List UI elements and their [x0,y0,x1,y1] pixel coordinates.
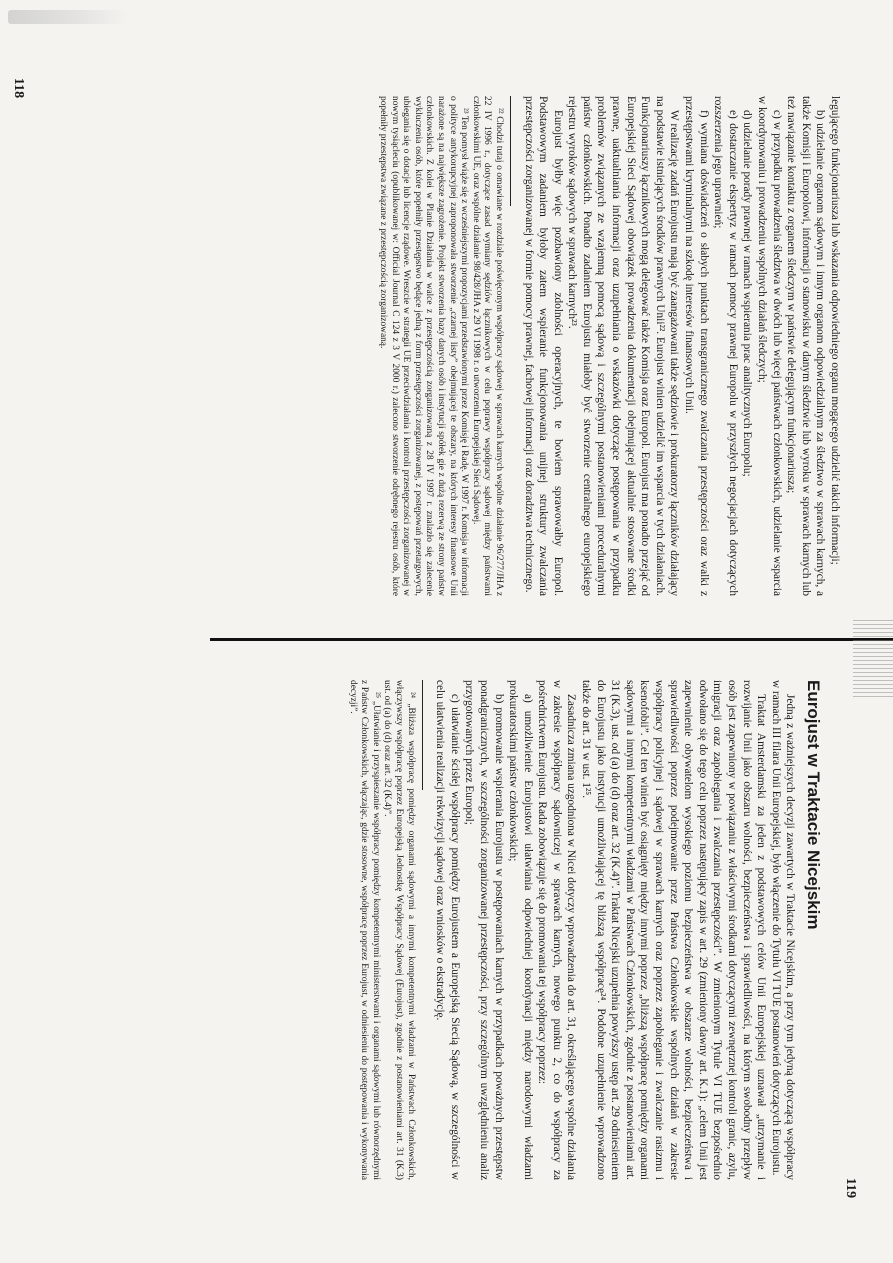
footnote: ²⁵ „Ułatwianie i przyspieszanie współpracy pomiędzy kompetentnymi ministerstwami i organami sądowymi lub równorzędnymi z Państw Członkowskich, włączając, gdzie stosowne, współpracę poprzez Eurojust, w odniesieniu do postępowania i wykonywania decyzji”. [347,680,381,1180]
paragraph: b) promowanie wspierania Eurojustu w postępowaniach karnych w przypadkach poważnych przestępstw ponadgranicznych, w szczególności zorganizowanej przestępczości, przy szczególnym uwzględnieniu analiz przygotowanych przez Europol; [463,680,505,1180]
paragraph: Jedną z ważniejszych decyzji zawartych w Traktacie Nicejskim, a przy tym jedyną dotyczącą współpracy w ramach III filara Unii Europejskiej, było włączenie do Tytułu VI TUE postanowień dotyczących Eurojustu. [769,680,797,1180]
page-divider [210,638,893,641]
right-page [346,680,823,1180]
right-page-body [433,680,798,1180]
paragraph: a) umożliwienie Eurojustowi ułatwiania odpowiedniej koordynacji między narodowymi władzami prokuratorskimi państw członkowskich; [507,680,534,1180]
footnote: ²³ Ten pomysł wiąże się z wcześniejszymi propozycjami przedstawionymi przez Komisję i Radę. W 1997 r. Komisja w informacji o polityce antykorupcyjnej zaproponowała stworzenie „czarnej listy” obejmującej te obszary, na których interesy finansowe Unii narażone są na największe zagrożenie. Projekt stworzenia bazy danych osób i instytucji spółek gie z dużą rezerwą ze strony państw członkowskich. Z kolei w Planie Działania w walce z przestępczością zorganizowaną z 28 IV 1997 r. znalazło się zalecenie wykluczenia osób, które popełniły przestępstwo będące jedną z form przestępczości zorganizowanej, z postępowań przetargowych, ubiegania się o dotacje lub licencje rządowe. Wreszcie w strategii UE przeciwdziałania i kontroli przestępczości zorganizowanej w nowym tysiącleciu (opublikowanej w: Official Journal C 124 z 3 V 2000 r.) zalecono stworzenie odrębnego rejestru osób, które popełniły przestępstwa związane z przestępczością zorganizowaną. [378,96,470,596]
page-number-right: 119 [843,1177,859,1199]
paragraph: Eurojust byłby więc pozbawiony zdolności operacyjnych, te bowiem sprawowałby Europol. Podstawowym zadaniem byłoby zatem wspieranie funkcjonowania unijnej struktury zwalczania przestępczości zorganizowanej w formie pomocy prawnej, fachowej informacji oraz doradztwa technicznego. [522,96,564,596]
footnote: ²² Chodzi tutaj o omawiane w rozdziale poświęconym współpracy sądowej w sprawach karnych wspólne działanie 96/277/JHA z 22 IV 1996 r., dotyczące zasad wymiany sędziów łącznikowych w celu poprawy współpracy sądowej między państwami członkowskimi UE, oraz wspólne działanie 98/428/JHA z 29 VI 1998 r. o utworzeniu Europejskiej Sieci Sądowej. [470,96,504,596]
paragraph: legującego funkcjonariusza lub wskazania odpowiedniego organu mogącego udzielić takich informacji; [829,96,841,565]
scan-smudge [8,10,128,24]
paragraph: Traktat Amsterdamski za jeden z podstawowych celów Unii Europejskiej uznawał „utrzymanie i rozwijanie Unii jako obszaru wolności, bezpieczeństwa i sprawiedliwości, na którym swobodny przepływ osób jest zapewniony w powiązaniu z właściwymi środkami dotyczącymi zewnętrznej kontroli granic, azylu, imigracji oraz zapobiegania i zwalczania przestępczości”. W zmienionym Tytule VI TUE bezpośrednio odwołano się do tego celu poprzez następujący zapis w art. 29 (zmieniony dawny art. K.1): „celem Unii jest zapewnienie obywatelom wysokiego poziomu bezpieczeństwa w obszarze wolności, bezpieczeństwa i sprawiedliwości poprzez podejmowanie przez Państwa Członkowskie wspólnych działań w zakresie współpracy policyjnej i sądowej w sprawach karnych oraz poprzez zapobieganie i zwalczanie rasizmu i ksenofobii”. Cel ten winien być osiągnięty między innymi poprzez „bliższą współpracę pomiędzy organami sądowymi a innymi kompetentnymi władzami w Państwach Członkowskich, zgodnie z postanowieniami art. 31 (K.3), ust. od (a) do (d) oraz art. 32 (K.4)”. Traktat Nicejski uzupełnia powyższy ustęp art. 29 odniesieniem do Eurojustu jako instytucji umożliwiającej tę bliższą współpracę²⁴. Podobne uzupełnienie wprowadzono także do art. 31 w ust. 1²⁵. [580,680,768,1180]
paragraph: c) ułatwianie ścisłej współpracy pomiędzy Eurojustem a Europejską Siecią Sądową, w szczególności w celu ułatwienia realizacji rekwizycji sądowej oraz wniosków o ekstradycję. [434,680,461,1180]
section-heading: Eurojust w Traktacie Nicejskim [804,680,823,930]
paragraph: b) udzielanie organom sądowym i innym organom odpowiedzialnym za śledztwo w sprawach karnych, a także Komisji i Europolowi, informacji o stanowisku w danym śledztwie lub wyroku w sprawach karnych lub też nawiązanie kontaktu z organem śledczym w państwie delegującym funkcjonariusza; [785,96,827,596]
paragraph: W realizację zadań Eurojustu mają być zaangażowani także sędziowie i prokuratorzy łączników działający na podstawie istniejących środków prawnych Unii²². Eurojust winien udzielić im wsparcia w tych działaniach. Funkcjonariuszy łącznikowych mogą delegować także Komisja oraz Europol. Eurojust ma ponadto przejąć od Europejskiej Sieci Sądowej obowiązek prowadzenia dokumentacji obejmującej aktualnie stosowane środki prawne, uaktualniania informacji oraz uzupełniania o wskazówki dotyczące postępowania w przypadku problemów związanych ze wzajemną pomocą sądową i szczególnymi postanowieniami proceduralnymi państw członkowskich. Ponadto zadaniem Eurojustu miałoby być stworzenie centralnego europejskiego rejestru wyroków sądowych w sprawach karnych²³. [566,96,681,596]
paragraph: Zasadnicza zmiana uzgodniona w Nicei dotyczy wprowadzenia do art. 31, określającego wspólne działania w zakresie współpracy sądowniczej w sprawach karnych, nowego punktu 2, co do współpracy za pośrednictwem Eurojustu. Rada zobowiązuje się do promowania tej współpracy poprzez: [536,680,578,1180]
paragraph: f) wymiana doświadczeń o słabych punktach transgranicznego zwalczania przestępczości oraz walki z przestępstwami kryminalnymi na szkodę interesów finansowych Unii. [683,96,710,596]
footnote: ²⁴ „Bliższa współpracę pomiędzy organami sądowymi a innymi kompetentnymi władzami w Państwach Członkowskich, włączywszy współpracę poprzez Europejską Jednostkę Współpracy Sądowej (Eurojust), zgodnie z postanowieniami art. 31 (K.3) ust. od (a) do (d) oraz art. 32 (K.4)”. [382,680,416,1180]
paragraph: d) udzielanie porady prawnej w ramach wspierania prac analitycznych Europolu; [741,110,754,477]
binding-edge [853,620,893,700]
page-number-left: 118 [11,77,27,99]
footnote-rule [422,680,423,790]
left-page-body [521,96,842,596]
paragraph: e) dostarczanie ekspertyz w ramach pomocy prawnej Europolu w przyszłych negocjacjach dotyczących rozszerzenia jego uprawnień; [712,96,739,596]
paragraph: c) w przypadku prowadzenia śledztwa w dwóch lub więcej państwach członkowskich, udzielanie wsparcia w koordynowaniu i prowadzeniu wspólnych działań śledczych; [756,96,783,596]
footnotes [376,96,504,596]
left-page [376,96,842,596]
footnotes [346,680,416,1180]
footnote-rule [510,96,511,206]
